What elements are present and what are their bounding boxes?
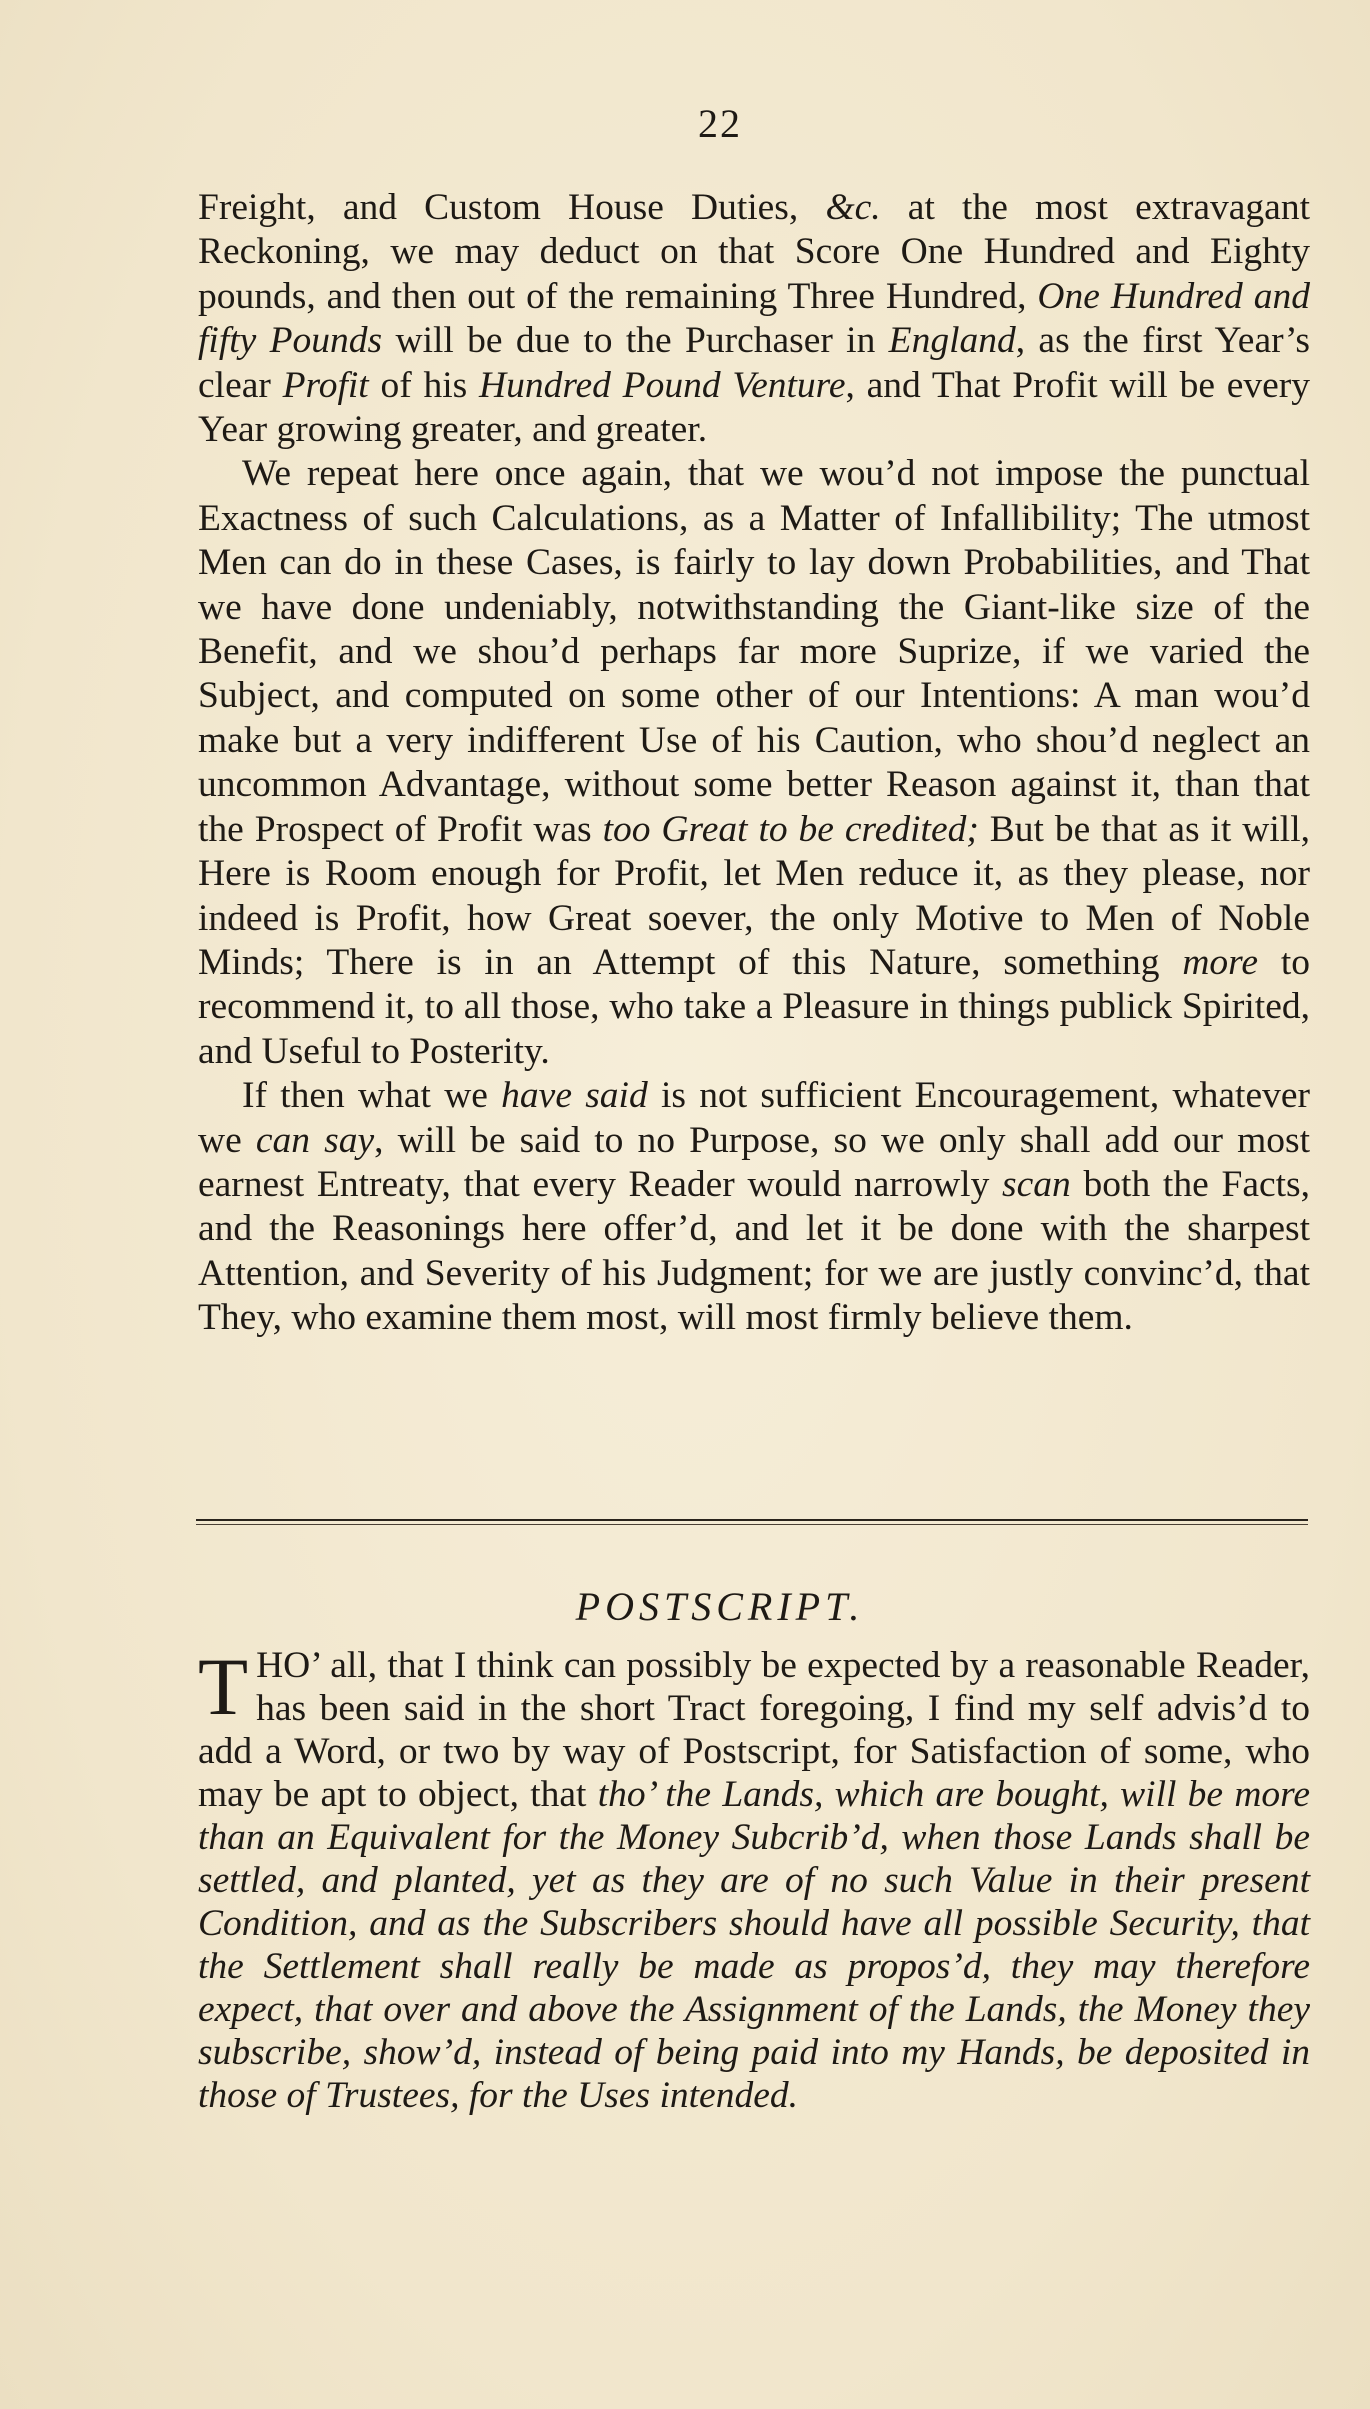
section-divider: [196, 1519, 1308, 1521]
paragraph-1: Freight, and Custom House Duties, &c. at the most extravagant Reckoning, we may deduct on that Score One Hundred and Eighty pounds, and then out of the remaining Three Hundred, One Hundred and fifty Pounds will be due to the Purchaser in England, as the first Year’s clear Profit of his Hundred Pound Venture, and That Profit will be every Year growing greater, and greater.: [198, 187, 1310, 451]
postscript-title: POSTSCRIPT.: [575, 1584, 865, 1629]
page-number: 22: [698, 101, 742, 146]
paragraph-3: If then what we have said is not sufficient Encouragement, whatever we can say, will be said to no Purpose, so we only shall add our most earnest Entreaty, that every Reader would narrowly scan both the Facts, and the Reasonings here offer’d, and let it be done with the sharpest Attention, and Severity of his Judgment; for we are justly convinc’d, that They, who examine them most, will most firmly believe them.: [198, 1075, 1310, 1339]
drop-cap: T: [198, 1641, 249, 1732]
paragraph-2: We repeat here once again, that we wou’d not impose the punctual Exactness of such Calculations, as a Matter of Infallibility; The utmost Men can do in these Cases, is fairly to lay down Probabilities, and That we have done undeniably, notwithstanding the Giant-like size of the Benefit, and we shou’d perhaps far more Suprize, if we varied the Subject, and computed on some other of our Intentions: A man wou’d make but a very indifferent Use of his Caution, who shou’d neglect an uncommon Advantage, without some better Reason against it, than that the Prospect of Profit was too Great to be credited; But be that as it will, Here is Room enough for Profit, let Men reduce it, as they please, nor indeed is Profit, how Great soever, the only Motive to Men of Noble Minds; There is in an Attempt of this Nature, something more to recommend it, to all those, who take a Pleasure in things publick Spirited, and Useful to Posterity.: [198, 453, 1310, 1072]
section-divider-thin: [196, 1524, 1308, 1525]
postscript-text: THO’ all, that I think can possibly be expected by a reasonable Reader, has been said in the short Tract foregoing, I find my self advis’d to add a Word, or two by way of Postscript, for Satisfaction of some, who may be apt to object, that tho’ the Lands, which are bought, will be more than an Equivalent for the Money Subcrib’d, when those Lands shall be settled, and planted, yet as they are of no such Value in their present Condition, and as the Subscribers should have all possible Security, that the Settlement shall really be made as propos’d, they may therefore expect, that over and above the Assignment of the Lands, the Money they subscribe, show’d, instead of being paid into my Hands, be deposited in those of Trustees, for the Uses intended.: [198, 1641, 1310, 2116]
main-text: [198, 186, 1310, 1341]
